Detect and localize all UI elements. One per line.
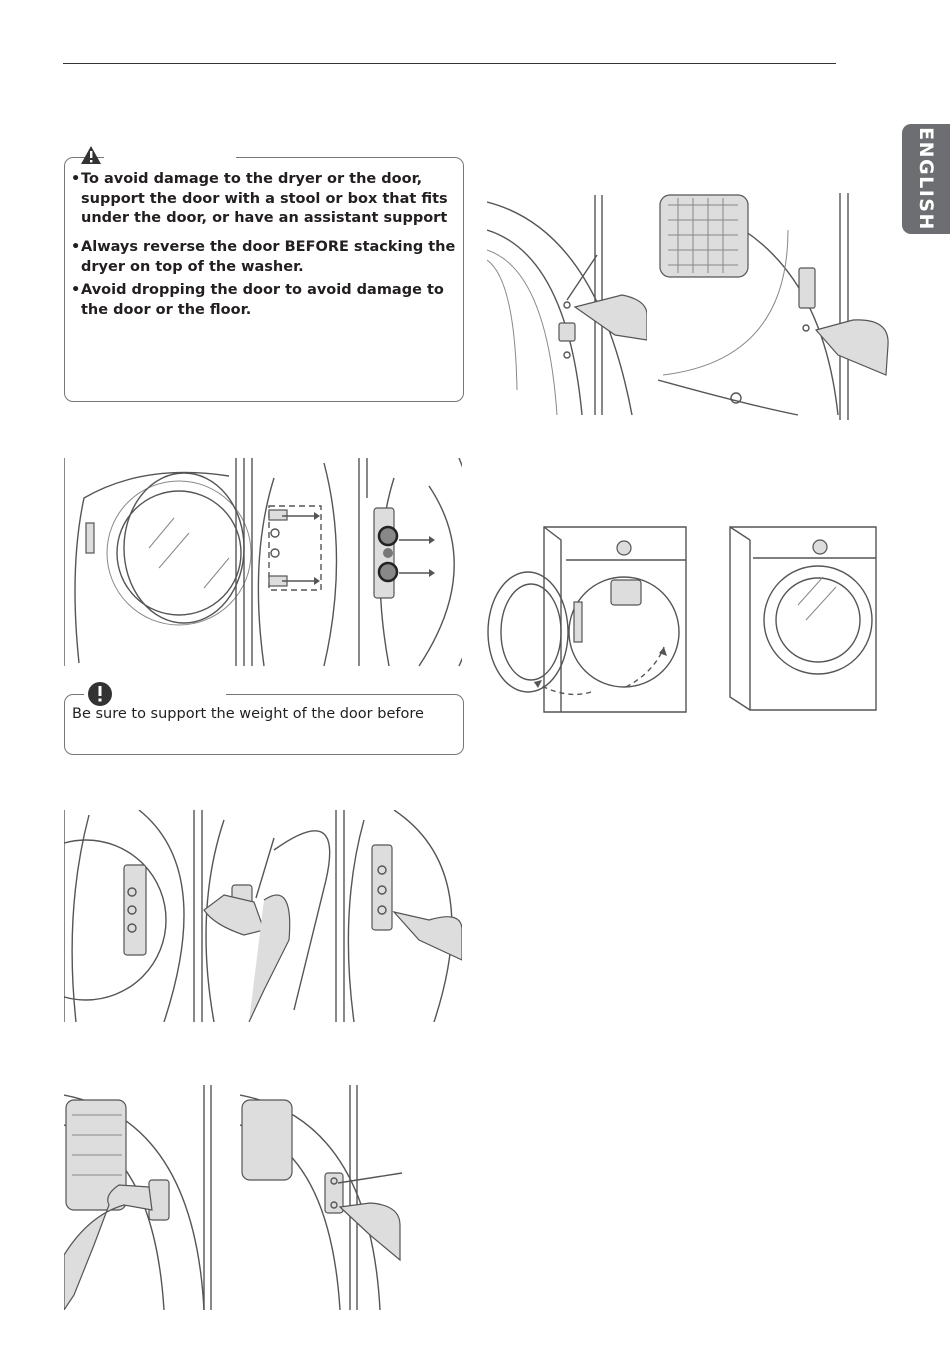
latch-removal-figure: [240, 1085, 405, 1310]
hinge-removal-steps-figure: [64, 810, 462, 1022]
caution-item: • Avoid dropping the door to avoid damage to the door or the floor.: [72, 281, 462, 320]
caution-box-gap: [104, 155, 236, 159]
note-box: [64, 694, 464, 755]
dryer-door-closed-figure: [728, 525, 880, 715]
caution-list: [72, 170, 462, 324]
header-rule: [63, 63, 836, 64]
exclamation-circle-icon: [87, 681, 113, 707]
warning-triangle-icon: [80, 145, 102, 165]
screw-removal-left-figure: [487, 190, 647, 415]
language-tab: [902, 124, 950, 234]
language-tab-label: ENGLISH: [915, 127, 937, 231]
screw-removal-right-figure: [658, 190, 890, 420]
caution-item: • Always reverse the door BEFORE stacking the dryer on top of the washer.: [72, 238, 462, 277]
caution-item: • To avoid damage to the dryer or the door, support the door with a stool or box that fits under the door, or have an assistant support: [72, 170, 462, 228]
note-text: Be sure to support the weight of the door before: [72, 706, 424, 722]
dryer-door-reversal-figure: [486, 522, 696, 720]
door-hinge-steps-figure: [64, 458, 462, 668]
hinge-bracket-hand-figure: [64, 1085, 214, 1310]
